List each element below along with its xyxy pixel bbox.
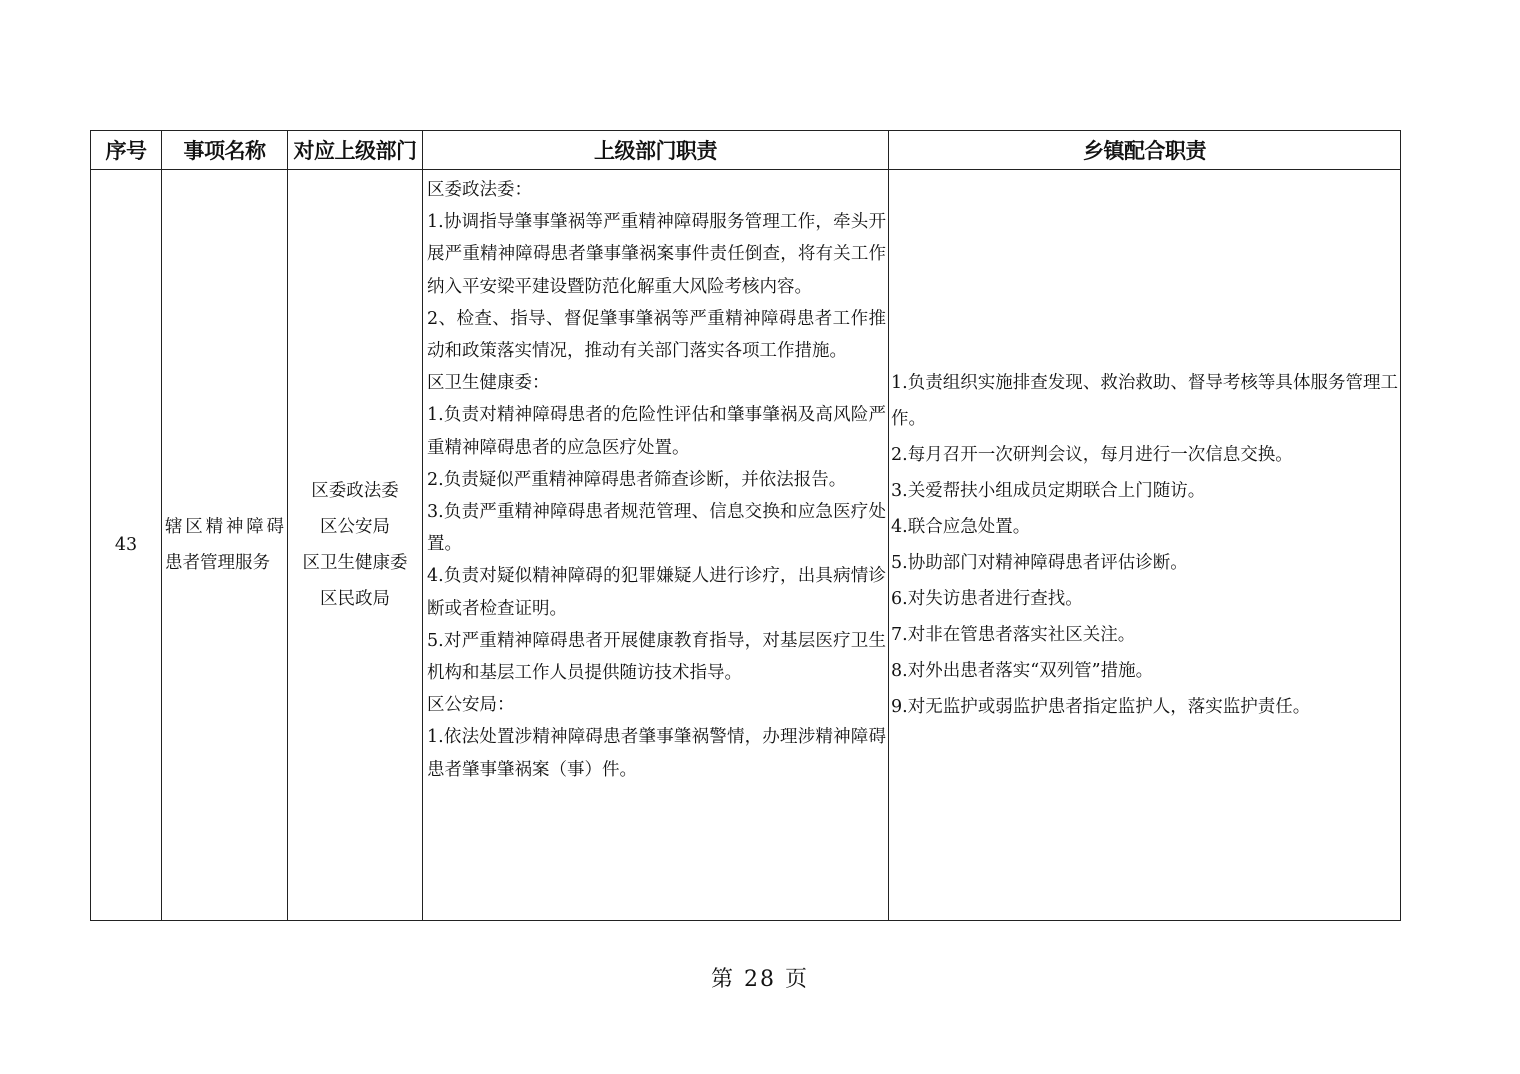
department-item: 区委政法委 bbox=[311, 481, 399, 501]
row-number: 43 bbox=[91, 170, 162, 921]
upper-duty-line: 3.负责严重精神障碍患者规范管理、信息交换和应急医疗处置。 bbox=[427, 502, 886, 555]
upper-duty-line: 4.负责对疑似精神障碍的犯罪嫌疑人进行诊疗，出具病情诊断或者检查证明。 bbox=[427, 566, 886, 619]
upper-duty-line: 2.负责疑似严重精神障碍患者筛查诊断，并依法报告。 bbox=[427, 469, 847, 490]
town-duty-line: 7.对非在管患者落实社区关注。 bbox=[891, 625, 1136, 645]
row-item-name: 辖区精神障碍患者管理服务 bbox=[162, 170, 288, 921]
page-number: 第 28 页 bbox=[711, 967, 809, 992]
town-duty-line: 5.协助部门对精神障碍患者评估诊断。 bbox=[891, 553, 1188, 573]
header-item-name: 事项名称 bbox=[162, 131, 288, 170]
table-row bbox=[91, 170, 1401, 921]
town-duty-line: 8.对外出患者落实“双列管”措施。 bbox=[891, 661, 1154, 681]
upper-duty-line: 1.负责对精神障碍患者的危险性评估和肇事肇祸及高风险严重精神障碍患者的应急医疗处置。 bbox=[427, 405, 886, 458]
town-duty-line: 2.每月召开一次研判会议，每月进行一次信息交换。 bbox=[891, 445, 1293, 465]
town-duty-line: 1.负责组织实施排查发现、救治救助、督导考核等具体服务管理工作。 bbox=[891, 373, 1398, 429]
department-item: 区公安局 bbox=[320, 517, 390, 537]
town-duty-line: 6.对失访患者进行查找。 bbox=[891, 589, 1083, 609]
header-row bbox=[91, 131, 1401, 170]
upper-duty-line: 1.依法处置涉精神障碍患者肇事肇祸警情，办理涉精神障碍患者肇事肇祸案（事）件。 bbox=[427, 727, 886, 780]
row-upper-duties bbox=[423, 170, 889, 921]
upper-duty-line: 2、检查、指导、督促肇事肇祸等严重精神障碍患者工作推动和政策落实情况，推动有关部门落实各项工作措施。 bbox=[427, 308, 886, 362]
upper-duty-line: 5.对严重精神障碍患者开展健康教育指导，对基层医疗卫生机构和基层工作人员提供随访技术指导。 bbox=[427, 630, 886, 684]
upper-duty-line: 区卫生健康委： bbox=[427, 373, 550, 394]
duty-table bbox=[90, 130, 1401, 921]
department-item: 区卫生健康委 bbox=[302, 553, 408, 573]
header-upper-department: 对应上级部门 bbox=[288, 131, 423, 170]
department-item: 区民政局 bbox=[320, 589, 390, 609]
header-number: 序号 bbox=[91, 131, 162, 170]
row-departments bbox=[288, 170, 423, 921]
town-duty-line: 4.联合应急处置。 bbox=[891, 517, 1031, 537]
town-duty-line: 9.对无监护或弱监护患者指定监护人，落实监护责任。 bbox=[891, 697, 1311, 717]
upper-duty-line: 区公安局： bbox=[427, 695, 515, 716]
header-town-duties: 乡镇配合职责 bbox=[889, 131, 1401, 170]
header-upper-duties: 上级部门职责 bbox=[423, 131, 889, 170]
upper-duty-line: 区委政法委： bbox=[427, 180, 532, 200]
town-duty-line: 3.关爱帮扶小组成员定期联合上门随访。 bbox=[891, 481, 1206, 501]
upper-duty-line: 1.协调指导肇事肇祸等严重精神障碍服务管理工作，牵头开展严重精神障碍患者肇事肇祸案事件责任倒查，将有关工作纳入平安梁平建设暨防范化解重大风险考核内容。 bbox=[427, 212, 886, 297]
row-town-duties bbox=[889, 170, 1401, 921]
